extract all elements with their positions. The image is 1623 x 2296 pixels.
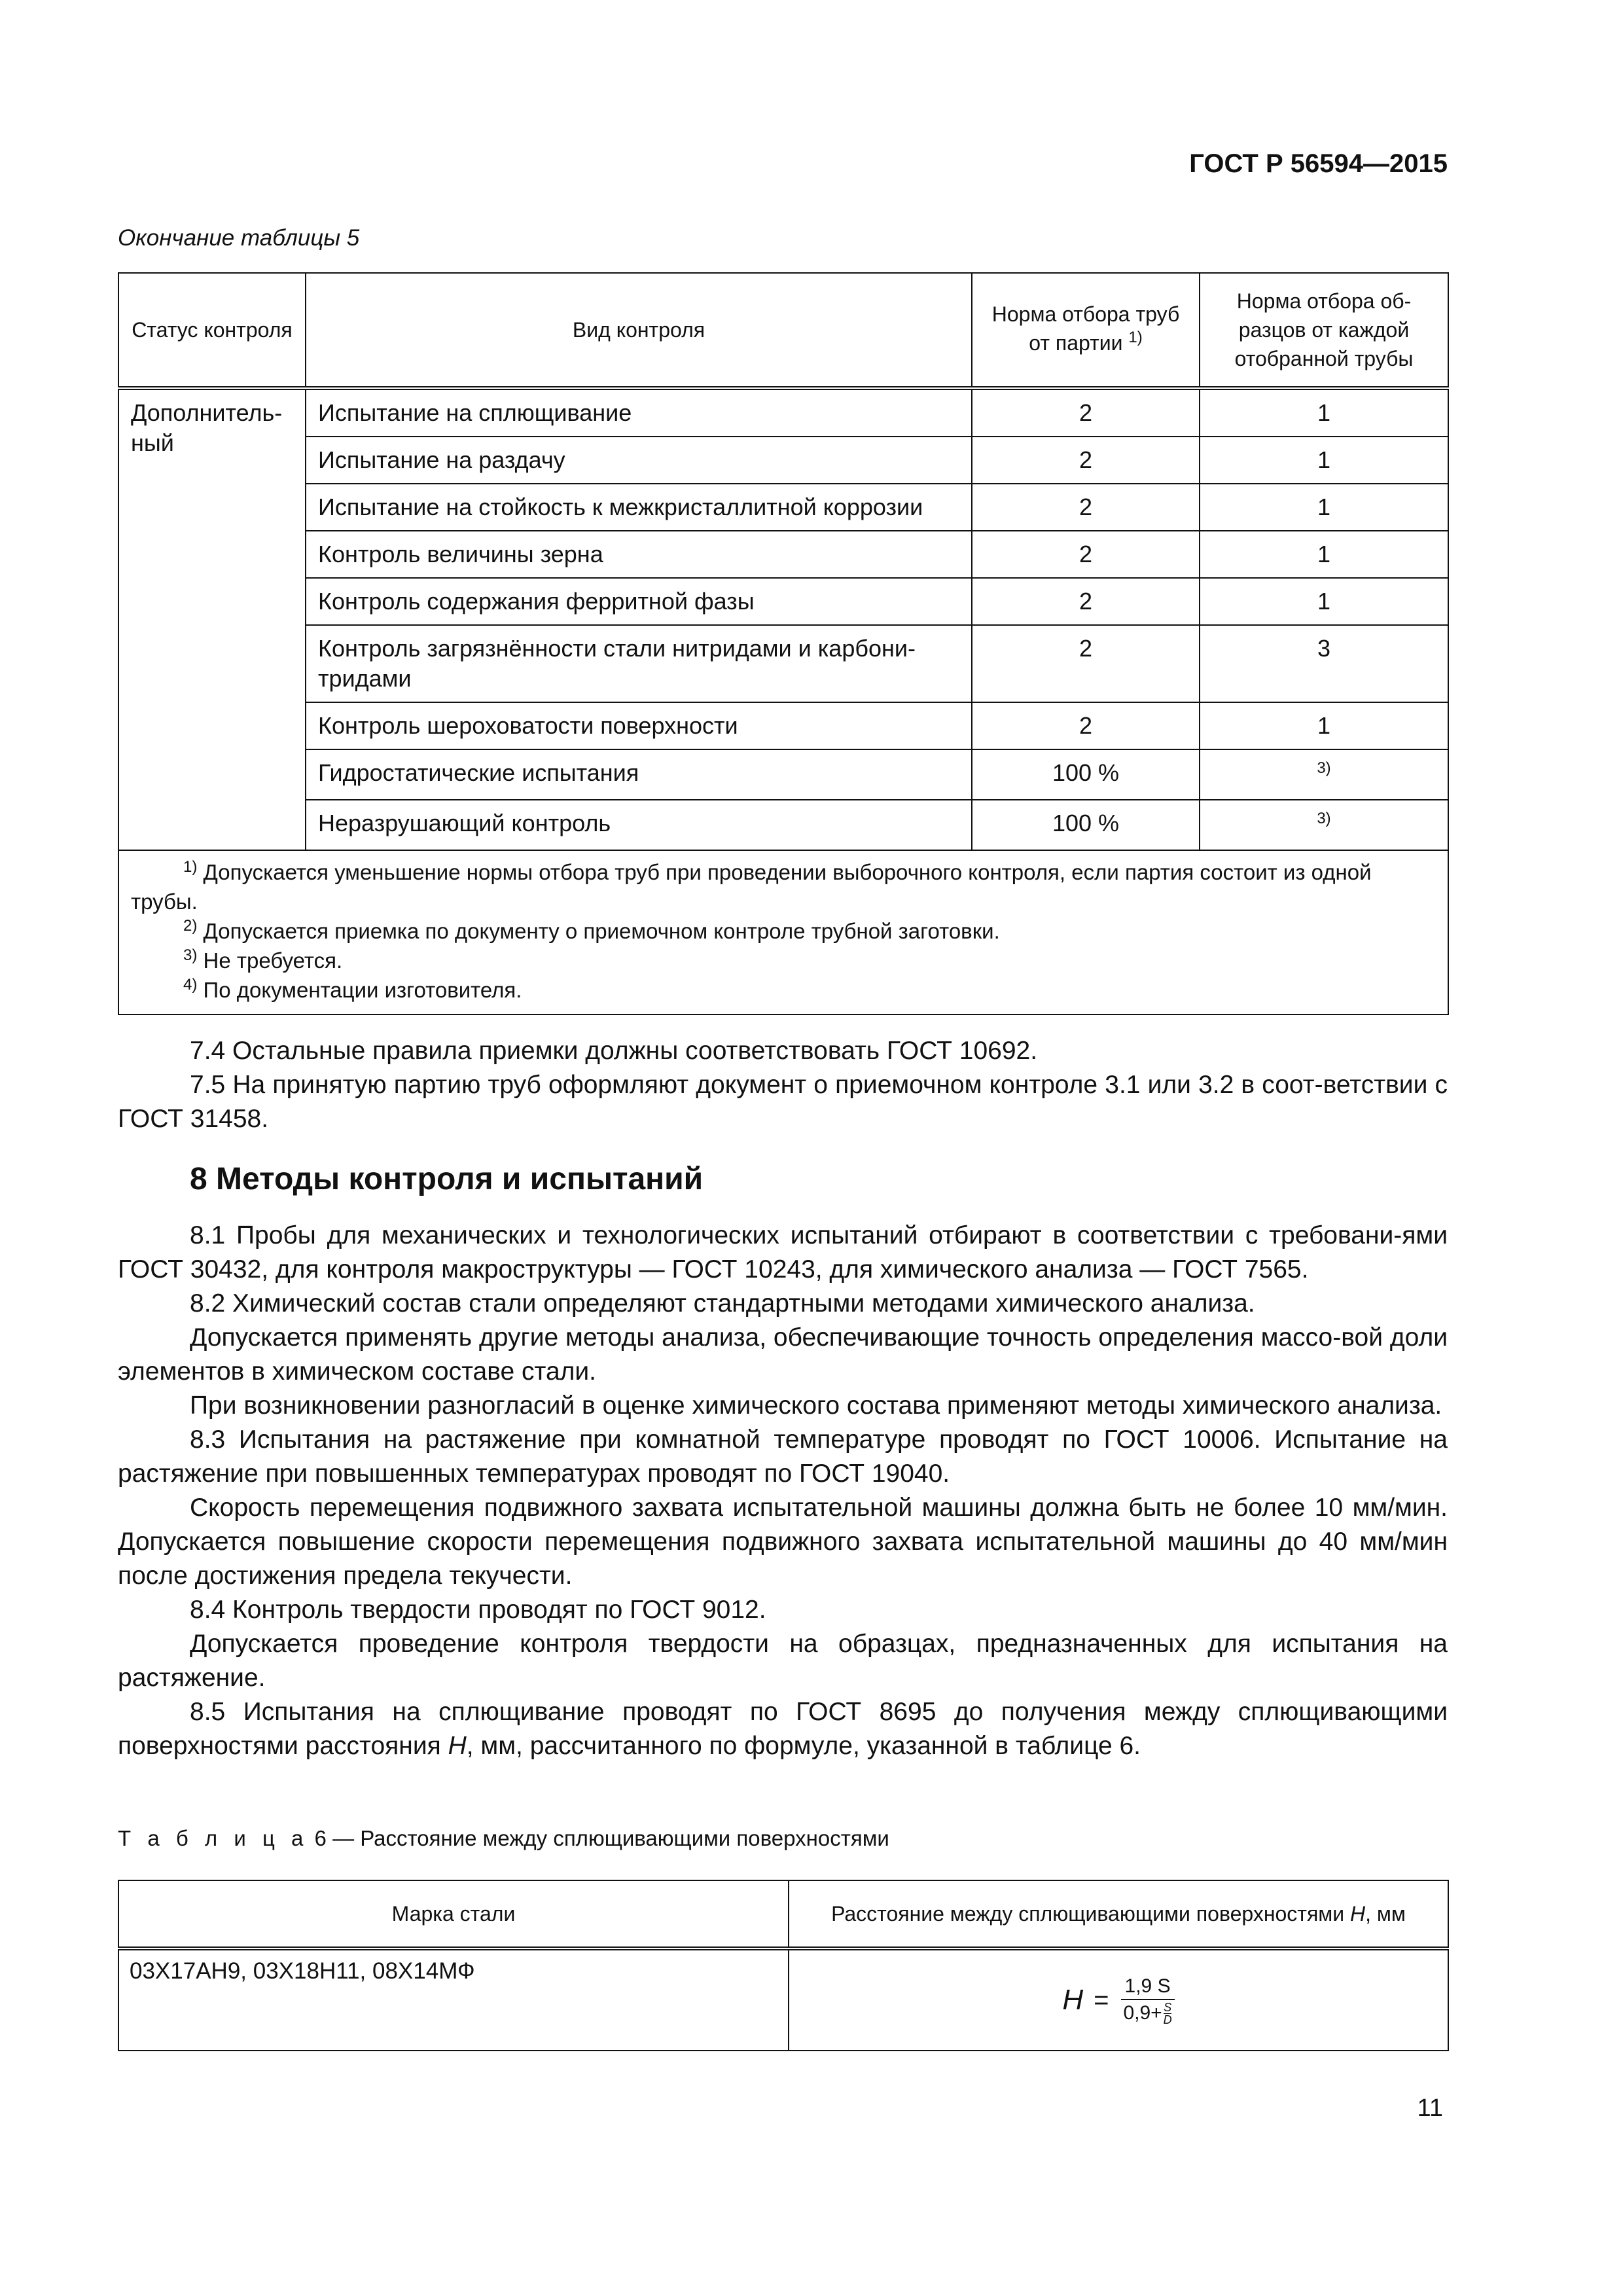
paragraph-8-2: 8.2 Химический состав стали определяют стандартными методами химического анализа. xyxy=(190,1289,1255,1318)
footnote-2: $^{2)}$ Допускается приемка по документу о приемочном контроле трубной заготовки. xyxy=(183,917,1000,943)
samples-rate-cell: 1 xyxy=(1200,531,1448,578)
table-row xyxy=(118,800,1448,850)
pipes-rate-cell: 2 xyxy=(972,437,1200,484)
control-type-cell: Неразрушающий контроль xyxy=(306,800,972,850)
pipes-rate-cell: 2 xyxy=(972,578,1200,625)
pipes-rate-cell: 2 xyxy=(972,484,1200,531)
pipes-rate-cell: 2 xyxy=(972,702,1200,749)
table-header-row xyxy=(118,1880,1448,1948)
pipes-rate-cell: 100 % xyxy=(972,800,1200,850)
samples-rate-cell xyxy=(1200,749,1448,800)
paragraph-8-4b: Допускается проведение контроля твердости на образцах, предназначенных для испытания на растяжение. xyxy=(118,1630,1448,1692)
table-continuation-label: Окончание таблицы 5 xyxy=(118,225,360,251)
section-8-heading: 8 Методы контроля и испытаний xyxy=(190,1162,704,1196)
table-row xyxy=(118,625,1448,702)
samples-rate-cell: 1 xyxy=(1200,437,1448,484)
header-distance: Расстояние между сплющивающими поверхностями H, мм xyxy=(789,1880,1448,1948)
paragraph-8-1: 8.1 Пробы для механических и технологических испытаний отбирают в соответствии с требовани-ями ГОСТ 30432, для контроля макроструктуры — ГОСТ 10243, для химического анализа — ГОСТ 7565. xyxy=(118,1221,1448,1283)
page-number: 11 xyxy=(1417,2094,1443,2122)
status-cell: Дополнитель-ный xyxy=(118,388,306,850)
flattening-distance-table xyxy=(118,1880,1449,2051)
flattening-formula: H = 1,9 S 0,9+ $\frac{S}{D}$ xyxy=(800,1958,1437,2042)
paragraph-7-4: 7.4 Остальные правила приемки должны соответствовать ГОСТ 10692. xyxy=(190,1037,1038,1065)
samples-rate-cell xyxy=(1200,800,1448,850)
footnote-3: $^{3)}$ Не требуется. xyxy=(183,946,343,973)
samples-rate-cell: 3 xyxy=(1200,625,1448,702)
control-type-cell: Контроль шероховатости поверхности xyxy=(306,702,972,749)
footnote-1: $^{1)}$ Допускается уменьшение нормы отбора труб при проведении выборочного контроля, если партия состоит из одной трубы. xyxy=(131,858,1372,914)
table-6-caption: Т а б л и ц а 6 — Расстояние между сплющивающими поверхностями xyxy=(118,1826,889,1850)
header-status: Статус контроля xyxy=(118,273,306,388)
footnotes-row xyxy=(118,850,1448,1014)
paragraph-8-2b: Допускается применять другие методы анализа, обеспечивающие точность определения массо-вой доли элементов в химическом составе стали. xyxy=(118,1323,1448,1386)
header-samples-rate: Норма отбора об-разцов от каждой отобранной трубы xyxy=(1200,273,1448,388)
footnote-ref: 3) xyxy=(1317,810,1331,827)
table-row xyxy=(118,388,1448,437)
samples-rate-cell: 1 xyxy=(1200,484,1448,531)
samples-rate-cell: 1 xyxy=(1200,578,1448,625)
control-type-cell: Контроль содержания ферритной фазы xyxy=(306,578,972,625)
body-text xyxy=(118,1034,1448,1763)
pipes-rate-cell: 2 xyxy=(972,531,1200,578)
paragraph-8-3: 8.3 Испытания на растяжение при комнатной температуре проводят по ГОСТ 10006. Испытание на растяжение при повышенных температурах проводят по ГОСТ 19040. xyxy=(118,1426,1448,1488)
table-row xyxy=(118,749,1448,800)
footnotes-cell xyxy=(118,850,1448,1014)
control-type-cell: Испытание на стойкость к межкристаллитной коррозии xyxy=(306,484,972,531)
control-type-cell: Испытание на раздачу xyxy=(306,437,972,484)
header-steel-grade: Марка стали xyxy=(118,1880,789,1948)
pipes-rate-cell: 2 xyxy=(972,388,1200,437)
table-header-row xyxy=(118,273,1448,388)
steel-grade-cell: 03Х17АН9, 03Х18Н11, 08Х14МФ xyxy=(118,1948,789,2051)
control-type-cell: Гидростатические испытания xyxy=(306,749,972,800)
pipes-rate-cell: 100 % xyxy=(972,749,1200,800)
footnote-ref: 1) xyxy=(1128,329,1143,346)
paragraph-8-2c: При возникновении разногласий в оценке химического состава применяют методы химического анализа. xyxy=(190,1391,1442,1420)
footnote-ref: 3) xyxy=(1317,759,1331,777)
table-row xyxy=(118,1948,1448,2051)
formula-cell xyxy=(789,1948,1448,2051)
acceptance-control-table xyxy=(118,272,1449,1015)
pipes-rate-cell: 2 xyxy=(972,625,1200,702)
header-pipes-rate: Норма отбора труб от партии $^{1)}$ xyxy=(972,273,1200,388)
paragraph-7-5: 7.5 На принятую партию труб оформляют документ о приемочном контроле 3.1 или 3.2 в соот-ветствии с ГОСТ 31458. xyxy=(118,1071,1448,1133)
samples-rate-cell: 1 xyxy=(1200,388,1448,437)
footnote-4: $^{4)}$ По документации изготовителя. xyxy=(183,976,522,1002)
samples-rate-cell: 1 xyxy=(1200,702,1448,749)
table-row xyxy=(118,702,1448,749)
table-row xyxy=(118,484,1448,531)
control-type-cell: Контроль величины зерна xyxy=(306,531,972,578)
paragraph-8-4: 8.4 Контроль твердости проводят по ГОСТ 9012. xyxy=(190,1596,766,1624)
standard-number: ГОСТ Р 56594—2015 xyxy=(1189,149,1448,178)
paragraph-8-3b: Скорость перемещения подвижного захвата испытательной машины должна быть не более 10 мм/мин. Допускается повышение скорости перемещения подвижного захвата испытательной машины до 40 мм/мин после достижения предела текучести. xyxy=(118,1494,1448,1590)
table-row xyxy=(118,437,1448,484)
header-control-type: Вид контроля xyxy=(306,273,972,388)
control-type-cell: Испытание на сплющивание xyxy=(306,388,972,437)
table-row xyxy=(118,578,1448,625)
control-type-cell: Контроль загрязнённости стали нитридами и карбони-тридами xyxy=(306,625,972,702)
table-row xyxy=(118,531,1448,578)
paragraph-8-5: 8.5 Испытания на сплющивание проводят по ГОСТ 8695 до получения между сплющивающими поверхностями расстояния H, мм, рассчитанного по формуле, указанной в таблице 6. xyxy=(118,1698,1448,1760)
